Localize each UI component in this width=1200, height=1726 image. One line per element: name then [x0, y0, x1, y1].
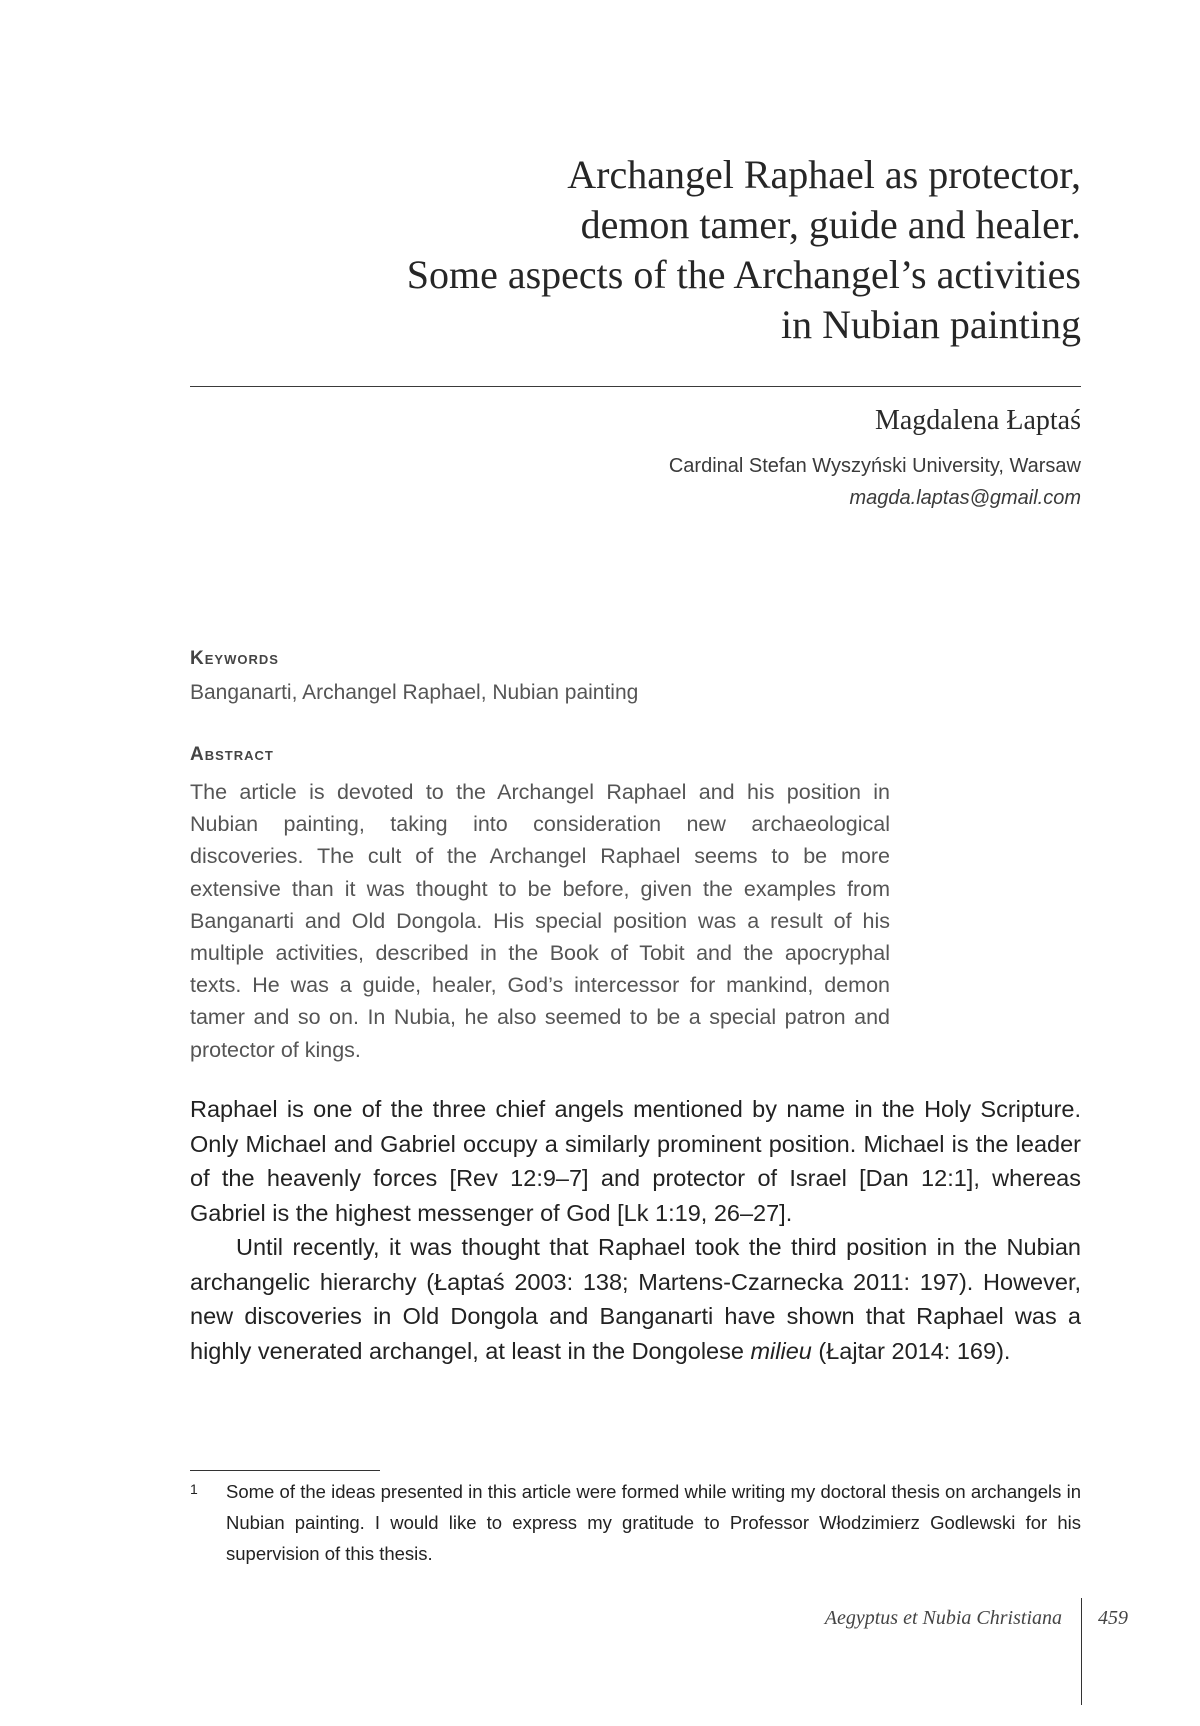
title-line: demon tamer, guide and healer. — [580, 202, 1081, 247]
title-line: Some aspects of the Archangel’s activities — [406, 252, 1081, 297]
author-name: Magdalena Łaptaś — [874, 405, 1081, 436]
footnote-text: Some of the ideas presented in this article were formed while writing my doctoral thesis on archangels in Nubian painting. I would like to express my gratitude to Professor Włodzimierz Godlewski for his supervision of this thesis. — [226, 1481, 1081, 1564]
italic-term: milieu — [750, 1337, 812, 1364]
footnote-divider — [190, 1470, 380, 1471]
title-line: Archangel Raphael as protector, — [567, 152, 1081, 197]
author-affiliation: Cardinal Stefan Wyszyński University, Warsaw — [668, 455, 1081, 477]
title-line: in Nubian painting — [781, 302, 1081, 347]
footer-divider — [1081, 1598, 1082, 1705]
footnote-mark: 1 — [190, 1481, 198, 1497]
journal-name: Aegyptus et Nubia Christiana — [824, 1607, 1062, 1629]
abstract-heading: Abstract — [190, 744, 274, 765]
title-divider — [190, 386, 1081, 387]
keywords-heading: Keywords — [190, 648, 279, 669]
author-email[interactable]: magda.laptas@gmail.com — [849, 487, 1081, 509]
article-title — [181, 150, 1081, 350]
page-number: 459 — [1098, 1607, 1128, 1629]
keywords-text: Banganarti, Archangel Raphael, Nubian painting — [190, 681, 639, 704]
abstract-text: The article is devoted to the Archangel Raphael and his position in Nubian painting, taking into consideration new archaeological discoveries. The cult of the Archangel Raphael seems to be more extensive than it was thought to be before, given the examples from Banganarti and Old Dongola. His special position was a result of his multiple activities, described in the Book of Tobit and the apocryphal texts. He was a guide, healer, God’s intercessor for mankind, demon tamer and so on. In Nubia, he also seemed to be a special patron and protector of kings. — [190, 780, 890, 1062]
footnote — [190, 1476, 1081, 1569]
body-paragraph — [190, 1230, 1081, 1368]
body-text-run: (Łajtar 2014: 169). — [811, 1337, 1011, 1364]
body-text-run: Until recently, it was thought that Raphael took the third position in the Nubian archangelic hierarchy (Łaptaś 2003: 138; Martens-Czarnecka 2011: 197). However, new discoveries in Old Dongola and Banganarti have shown that Raphael was a highly venerated archangel, at least in the Dongolese — [190, 1234, 1081, 1364]
main-body — [190, 1092, 1081, 1368]
body-paragraph: Raphael is one of the three chief angels mentioned by name in the Holy Scripture. Only Michael and Gabriel occupy a similarly prominent position. Michael is the leader of the heavenly forces [Rev 12:9–7] and protector of Israel [Dan 12:1], whereas Gabriel is the highest messenger of God [Lk 1:19, 26–27]. — [190, 1096, 1081, 1226]
